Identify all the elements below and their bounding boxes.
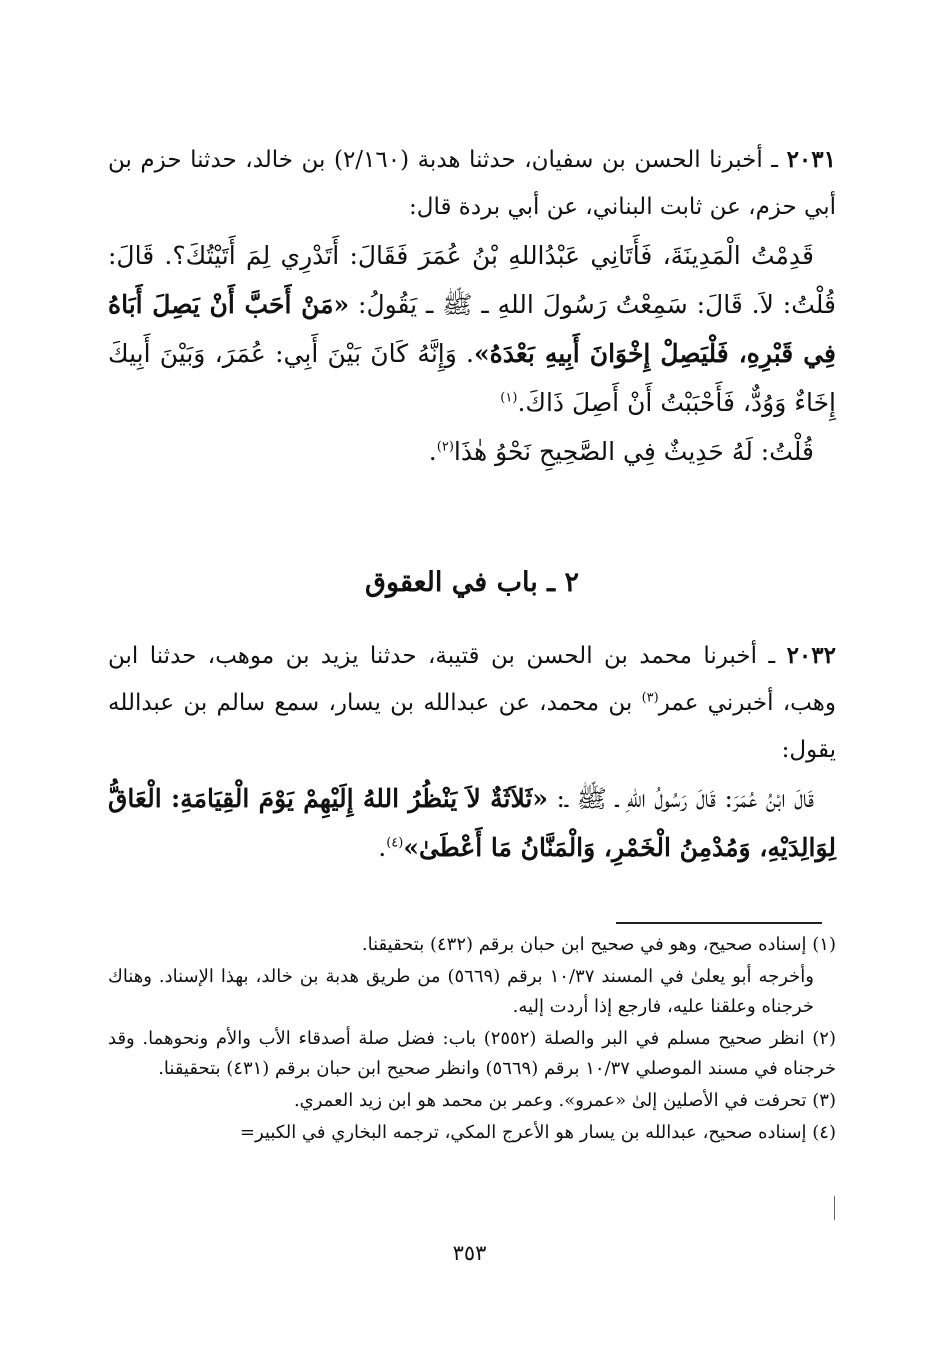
hadith-2031 bbox=[108, 136, 836, 476]
hadith-number: ٢٠٣١ bbox=[786, 146, 836, 173]
narration-text: قَدِمْتُ الْمَدِينَةَ، فَأَتَانِي عَبْدُاللهِ بْنُ عُمَرَ فَقَالَ: أَتَدْرِي لِمَ أَتَيْتُكَ؟. قَالَ: قُلْتُ: لاَ. قَالَ: سَمِعْتُ رَسُولَ اللهِ ـ ﷺ ـ يَقُولُ: bbox=[108, 241, 836, 319]
hadith-2032-isnad-paragraph bbox=[108, 632, 836, 774]
footnote-1-continued: وأخرجه أبو يعلىٰ في المسند ١٠/٣٧ برقم (٥٦٦٩) من طريق هدبة بن خالد، بهذا الإسناد. وهناك خرجناه وعلقنا عليه، فارجع إذا أردت إليه. bbox=[108, 966, 814, 1017]
narration-text: قَالَ ابْنُ عُمَرَ: قَالَ رَسُولُ اللهِ ـ ﷺ ـ: bbox=[547, 784, 814, 813]
footnote-2: (٢) انظر صحيح مسلم في البر والصلة (٢٥٥٢) باب: فضل صلة أصدقاء الأب والأم ونحوهما. وقد خرجناه في مسند الموصلي ١٠/٣٧ برقم (٥٦٦٩) وانظر صحيح ابن حبان برقم (٤٣١) بتحقيقنا. bbox=[108, 1028, 836, 1079]
isnad-text: ـ أخبرنا محمد بن الحسن بن قتيبة، حدثنا يزيد بن موهب، حدثنا ابن وهب، أخبرني عمر bbox=[108, 643, 836, 716]
isnad-text: ـ أخبرنا الحسن بن سفيان، حدثنا هدبة (٢/١٦٠) بن خالد، حدثنا حزم بن أبي حزم، عن ثابت البناني، عن أبي بردة قال: bbox=[108, 147, 836, 220]
footnote-ref-2: (٢) bbox=[436, 439, 454, 455]
footnote-ref-4: (٤) bbox=[386, 835, 404, 851]
hadith-2031-isnad-paragraph bbox=[108, 136, 836, 231]
margin-mark bbox=[834, 1196, 836, 1220]
author-comment-end: . bbox=[428, 437, 437, 466]
isnad-text-continued: بن محمد، عن عبدالله بن يسار، سمع سالم بن عبدالله يقول: bbox=[108, 690, 836, 763]
hadith-2031-comment-paragraph bbox=[108, 427, 836, 476]
footnote-3: (٣) تحرفت في الأصلين إلىٰ «عمرو». وعمر بن محمد هو ابن زيد العمري. bbox=[293, 1090, 836, 1111]
footnote-ref-1: (١) bbox=[500, 390, 518, 406]
footnote-4: (٤) إسناده صحيح، عبدالله بن يسار هو الأعرج المكي، ترجمه البخاري في الكبير= bbox=[239, 1122, 836, 1143]
chapter-heading: ٢ ـ باب في العقوق bbox=[365, 567, 579, 598]
hadith-number: ٢٠٣٢ bbox=[786, 642, 836, 669]
hadith-2031-matn-paragraph bbox=[108, 231, 836, 427]
footnote-ref-3: (٣) bbox=[641, 690, 659, 706]
hadith-2032-matn-paragraph bbox=[108, 774, 836, 872]
page-number: ٣٥٣ bbox=[452, 1241, 487, 1265]
narration-text-continued: . وَإِنَّهُ كَانَ بَيْنَ أَبِي: عُمَرَ، وَبَيْنَ أَبِيكَ إِخَاءٌ وَوُدٌّ، فَأَحْبَبْتُ أَنْ أَصِلَ ذَاكَ. bbox=[108, 339, 836, 417]
footnotes bbox=[108, 930, 836, 1150]
footnote-separator bbox=[616, 922, 822, 924]
hadith-2032 bbox=[108, 632, 836, 872]
footnote-1: (١) إسناده صحيح، وهو في صحيح ابن حبان برقم (٤٣٢) بتحقيقنا. bbox=[361, 934, 836, 955]
prophetic-quote: «ثَلاَثَةٌ لاَ يَنْظُرُ اللهُ إِلَيْهِمْ يَوْمَ الْقِيَامَةِ: الْعَاقُّ لِوَالِدَيْهِ، وَمُدْمِنُ الْخَمْرِ، وَالْمَنَّانُ مَا أَعْطَىٰ» bbox=[108, 784, 836, 862]
quote-end: . bbox=[378, 833, 387, 862]
prophetic-quote: «مَنْ أَحَبَّ أَنْ يَصِلَ أَبَاهُ فِي قَبْرِهِ، فَلْيَصِلْ إِخْوَانَ أَبِيهِ بَعْدَهُ» bbox=[108, 290, 836, 368]
author-comment: قُلْتُ: لَهُ حَدِيثٌ فِي الصَّحِيحِ نَحْوُ هٰذَا bbox=[453, 437, 814, 466]
